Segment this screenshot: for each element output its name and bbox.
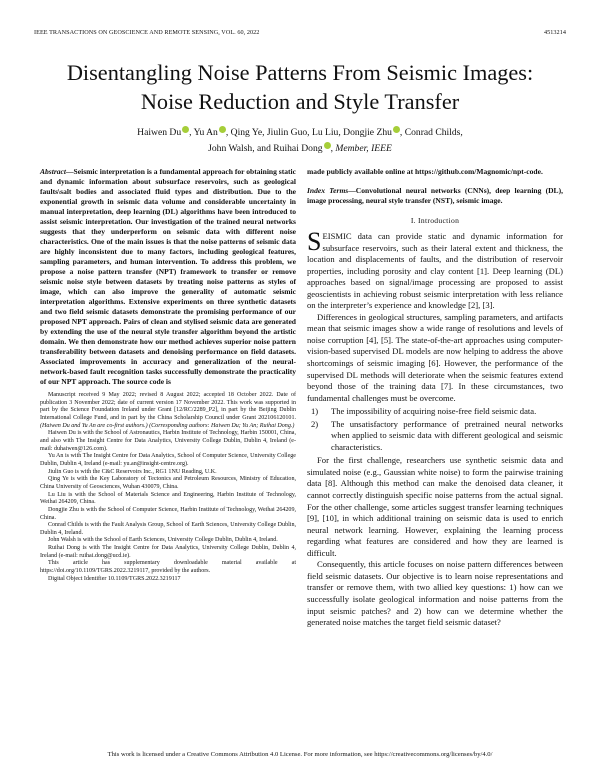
footnote-affiliation: Digital Object Identifier 10.1109/TGRS.2022.3219117 xyxy=(48,575,181,582)
index-terms-label: Index Terms xyxy=(307,186,349,195)
paper-title xyxy=(20,58,580,116)
author-separator: , xyxy=(262,127,267,138)
authors-line-2: John Walsh, and Ruihai Dong , Member, IEEE xyxy=(208,143,392,154)
section-heading-introduction: I. Introduction xyxy=(410,216,460,225)
author-names: John Walsh, and Ruihai Dong xyxy=(208,143,323,154)
affiliation-list xyxy=(40,430,296,583)
author-separator: , xyxy=(399,127,405,138)
list-text: The impossibility of acquiring noise-free field seismic data. xyxy=(331,406,537,417)
challenge-list xyxy=(307,406,563,453)
footnote-received: Manuscript received 9 May 2022; revised 8 August 2022; accepted 18 October 2022. Date of publication 3 November 2022; date of current version 17 November 2022. This work was supported in part by the Science Foundation Ireland under Grant [12/RC/2289_P2], in part by the Beijing Dublin International College Fund, and in part by the China Scholarship Council under Grant 202106120101. (Haiwen Du and Yu An are co-first authors.) (Corresponding authors: Haiwen Du; Yu An; Ruihai Dong.) xyxy=(40,392,296,429)
footnote-affiliation: Yu An is with The Insight Centre for Data Analytics, School of Computer Science, University College Dublin, Dublin 4, Ireland (e-mail: yu.an@insight-centre.org). xyxy=(40,453,296,467)
title-line-1: Disentangling Noise Patterns From Seismic Images: xyxy=(66,60,534,85)
license-footer: This work is licensed under a Creative Commons Attribution 4.0 License. For more information, see https://creativecommons.org/licenses/by/4.0/ xyxy=(107,751,493,758)
author-separator: , xyxy=(189,127,194,138)
abstract xyxy=(40,167,296,387)
running-header xyxy=(34,29,566,36)
footnotes xyxy=(40,392,296,583)
list-item xyxy=(307,419,563,454)
author-name: Jiulin Guo xyxy=(266,127,308,138)
author-separator: , xyxy=(225,127,231,138)
title-line-2: Noise Reduction and Style Transfer xyxy=(140,89,460,114)
footnote-affiliation: Conrad Childs is with the Fault Analysis Group, School of Earth Sciences, University College Dublin, Dublin 4, Ireland. xyxy=(40,522,296,536)
list-item xyxy=(307,406,563,418)
author-separator: , xyxy=(460,127,463,138)
author-name: Conrad Childs xyxy=(404,127,461,138)
orcid-icon[interactable] xyxy=(324,142,331,149)
orcid-icon[interactable] xyxy=(219,126,226,133)
intro-paragraph-1: SEISMIC data can provide static and dynamic information for subsurface reservoirs, such as their lateral extent and thickness, the location and displacements of faults, and the distribution of reservoir properties, including porosity and clay content [1]. Deep learning (DL) approaches based on signal/image processing are proposed to assist geoscientists in achieving robust seismic interpretation with less reliance on the interpreter’s experience and knowledge [2], [3]. xyxy=(307,227,563,311)
footnote-affiliation: Haiwen Du is with the School of Astronautics, Harbin Institute of Technology, Harbin 150001, China, and also with The Insight Centre for Data Analytics, University College Dublin, Dublin 4, Ireland (e-mail: duhaiwen@126.com). xyxy=(40,430,296,452)
footnote-affiliation: John Walsh is with the School of Earth Sciences, University College Dublin, Dublin 4, Ireland. xyxy=(48,537,278,544)
left-column xyxy=(40,167,296,583)
journal-name: IEEE TRANSACTIONS ON GEOSCIENCE AND REMOTE SENSING, VOL. 60, 2022 xyxy=(34,29,260,36)
author-separator: , xyxy=(338,127,344,138)
list-number: 2) xyxy=(311,418,319,429)
lead-word: EISMIC xyxy=(322,231,352,241)
abstract-text: —Seismic interpretation is a fundamental approach for obtaining static and dynamic information about subsurface reservoirs, such as geological faults\salt bodies and associated fluid types and distribution. Due to the exponential growth in seismic data volume and considerable uncertainty in manual interpretation, deep learning (DL) algorithms have been introduced to assist seismic interpretation. Our investigation of the trained neural networks suggests that they underperform on seismic data with different noise characteristics. One of the main issues is that the noise patterns of seismic data are highly inconsistent due to many factors, including geological features, sampling parameters, and human intervention. To address this problem, we propose a noise pattern transfer (NPT) framework to transfer or remove seismic noise style between datasets by treating noise patterns as styles of image, which can also improve the generality of automatic seismic interpretation algorithms. Extensive experiments on three synthetic datasets and two field seismic datasets demonstrate the promising performance of our proposed NPT approach. Pairs of clean and stylised seismic data are generated by extending the use of the neural style transfer algorithm beyond the artistic domain. We then demonstrate how our method achieves superior noise pattern transferability between datasets and denoising performance on field datasets. Associated improvements in accuracy and generalization of the neural-network-based fault recognition tasks successfully demonstrate the practicality of our NPT approach. The source code is xyxy=(40,167,296,386)
footnote-cofirst: (Haiwen Du and Yu An are co-first authors.) (Corresponding authors: Haiwen Du; Yu An; Ruihai Dong.) xyxy=(40,422,295,429)
footnote-affiliation: Qing Ye is with the Key Laboratory of Tectonics and Petroleum Resources, Ministry of Education, China University of Geosciences, Wuhan 430079, China. xyxy=(40,476,296,490)
authors-line-1 xyxy=(30,125,570,141)
abstract-label: Abstract xyxy=(40,167,66,176)
index-terms-text: —Convolutional neural networks (CNNs), deep learning (DL), image processing, neural style transfer (NST), seismic image. xyxy=(307,186,563,205)
author-name: Lu Liu xyxy=(311,127,339,138)
author-membership: Member, IEEE xyxy=(335,143,392,154)
author-name: Haiwen Du xyxy=(137,127,182,138)
footnote-affiliation: This article has supplementary downloadable material available at https://doi.org/10.1109/TGRS.2022.3219117, provided by the authors. xyxy=(40,560,296,575)
orcid-icon[interactable] xyxy=(393,126,400,133)
author-name: Dongjie Zhu xyxy=(343,127,392,138)
intro-paragraph-4: Consequently, this article focuses on noise pattern differences between field seismic datasets. Our objective is to learn noise representations and transfer or remove them, with two allied key questions: 1) how can we successfully isolate geological information and noise patterns from the input seismic patches? and 2) how can we determine whether the generated noise matches the target field seismic dataset? xyxy=(307,559,563,628)
footnote-affiliation: Dongjie Zhu is with the School of Computer Science, Harbin Institute of Technology, Weihai 264209, China. xyxy=(40,506,296,521)
intro-paragraph-2: Differences in geological structures, sampling parameters, and artifacts mean that seismic images show a wide range of resolutions and levels of noise corruption [4], [5]. The state-of-the-art approaches using computer-vision-based supervised DL models are now helping to address the above shortcomings of seismic imaging [6]. However, the performance of the supervised DL methods will deteriorate when the seismic features extend beyond those of the training data [7]. In these circumstances, two fundamental challenges must be overcome. xyxy=(307,311,563,403)
intro-paragraph-3: For the first challenge, researchers use synthetic seismic data and simulated noise (e.g., Gaussian white noise) to form the pairwise training data [8]. Although this method can make the denoised data cleaner, it cannot correctly distinguish specific noise patterns from the actual signal. For the other challenge, some articles suggest transfer learning techniques [9], [10], in which additional training on seismic data is used to enrich neural network learning. However, explaining the learning process regarding what features are considered and how they are learned is difficult. xyxy=(307,455,563,558)
article-number: 4513214 xyxy=(543,29,566,36)
list-number: 1) xyxy=(311,406,319,417)
footnote-affiliation: Ruihai Dong is with The Insight Centre for Data Analytics, University College Dublin, Dublin 4, Ireland (e-mail: ruihai.dong@ucd.ie). xyxy=(40,545,296,559)
list-text: The unsatisfactory performance of pretrained neural networks when applied to seismic data with different geological and seismic characteristics. xyxy=(331,418,563,452)
footnote-affiliation: Jiulin Guo is with the C&C Reservoirs Inc., RG1 1NU Reading, U.K. xyxy=(48,468,217,475)
author-name: Yu An xyxy=(193,127,218,138)
author-separator: , xyxy=(307,127,312,138)
index-terms xyxy=(307,186,563,206)
author-list xyxy=(30,125,570,157)
introduction-body xyxy=(307,227,563,629)
right-column xyxy=(307,167,563,629)
author-name: Qing Ye xyxy=(230,127,263,138)
footnote-affiliation: Lu Liu is with the School of Materials Science and Engineering, Harbin Institute of Technology, Weihai 264209, China. xyxy=(40,491,296,506)
drop-cap: S xyxy=(307,227,322,256)
abstract-continuation: made publicly available online at https://github.com/Magnomic/npt-code. xyxy=(307,167,543,176)
